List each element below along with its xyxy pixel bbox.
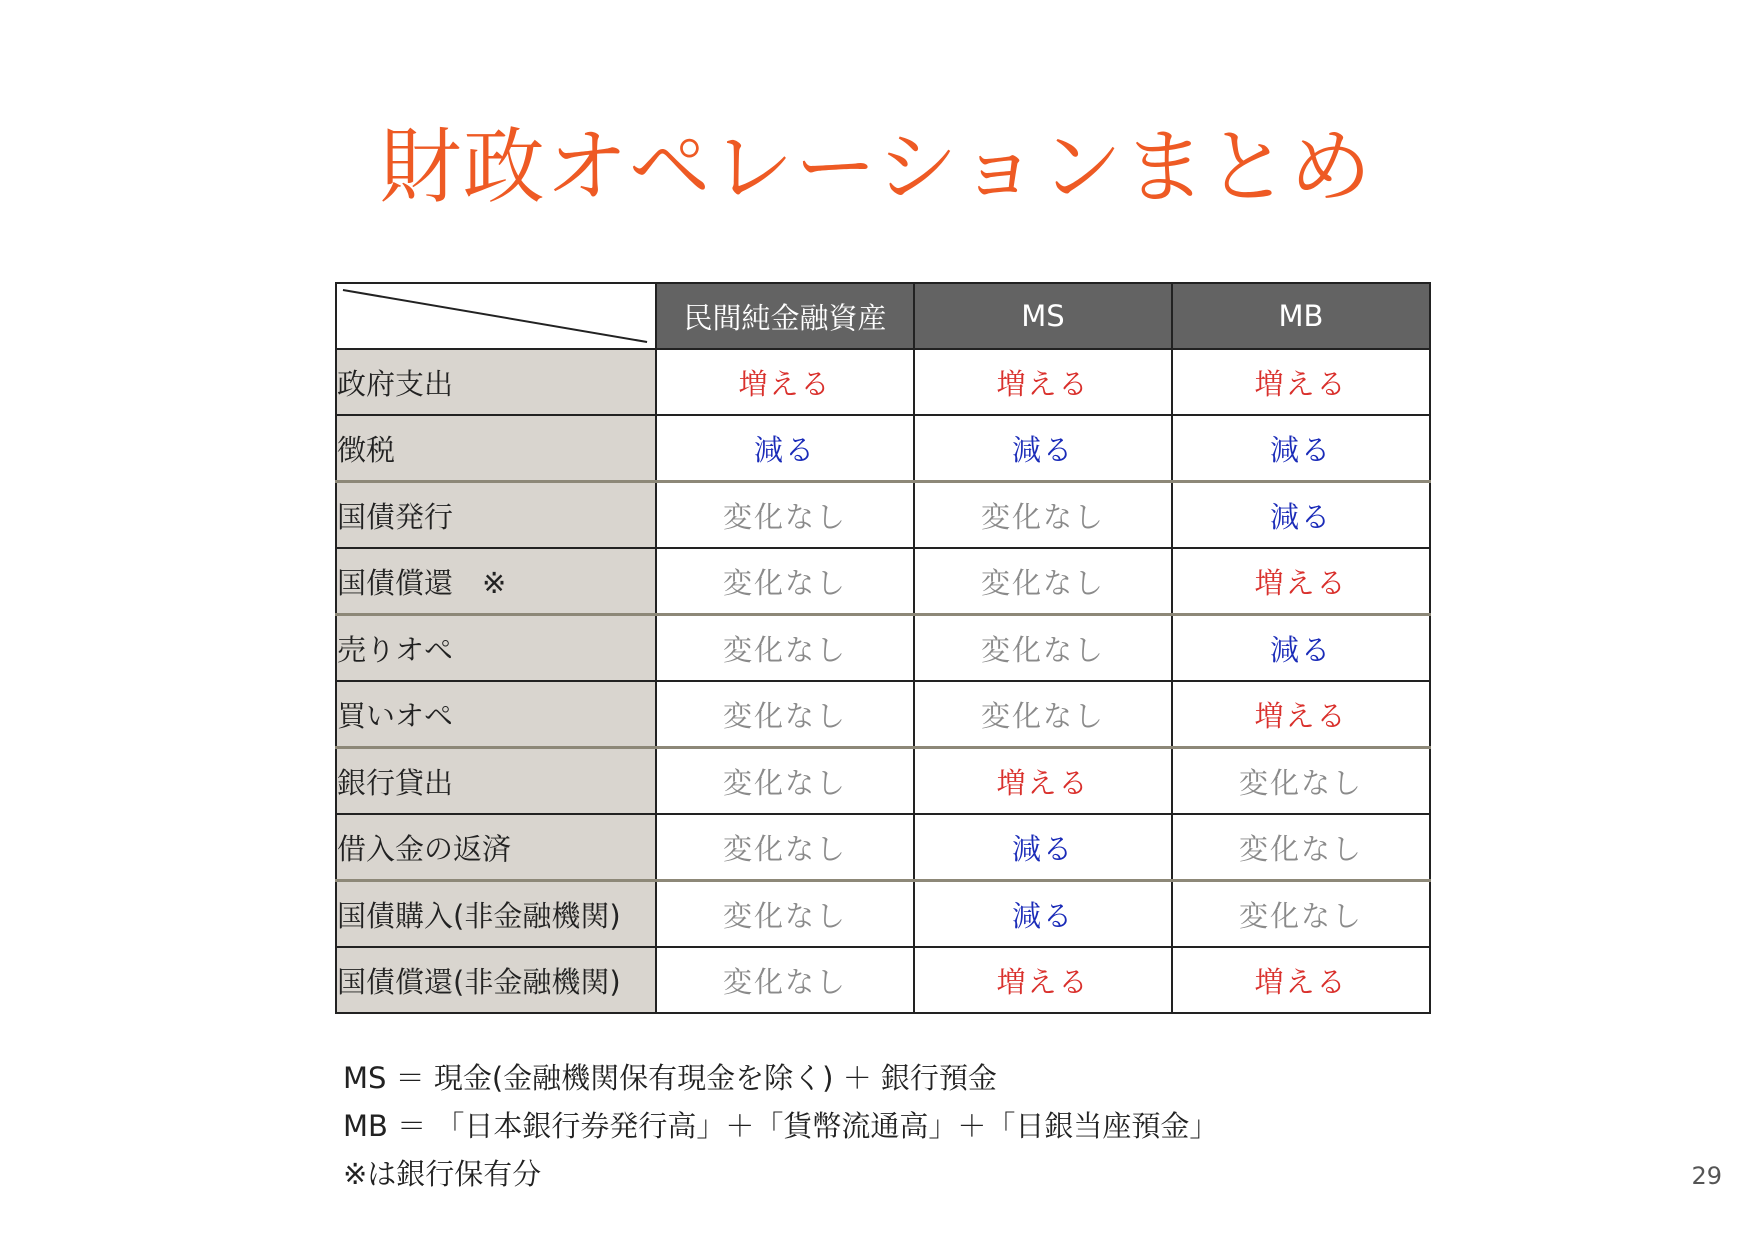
- diagonal-line: [337, 284, 655, 348]
- note-ms-definition: MS ＝ 現金(金融機関保有現金を除く) ＋ 銀行預金: [343, 1061, 997, 1095]
- header-row: [336, 283, 1430, 349]
- table-row: [336, 615, 1430, 682]
- row-label: 国債発行: [336, 482, 656, 549]
- table-cell: 増える: [1172, 349, 1430, 415]
- table-cell: 減る: [656, 415, 914, 482]
- table-cell: 変化なし: [656, 548, 914, 615]
- note-asterisk: ※は銀行保有分: [343, 1157, 542, 1191]
- table-row: [336, 814, 1430, 881]
- table-row: [336, 482, 1430, 549]
- table-cell: 変化なし: [656, 881, 914, 948]
- table-cell: 変化なし: [914, 548, 1172, 615]
- table-row: [336, 748, 1430, 815]
- table-cell: 変化なし: [656, 947, 914, 1013]
- row-label: 徴税: [336, 415, 656, 482]
- operations-table: [335, 282, 1431, 1014]
- row-label: 国債購入(非金融機関): [336, 881, 656, 948]
- table-cell: 増える: [914, 947, 1172, 1013]
- table-cell: 減る: [914, 415, 1172, 482]
- row-label: 国債償還(非金融機関): [336, 947, 656, 1013]
- table-cell: 変化なし: [914, 482, 1172, 549]
- column-header-mb: MB: [1172, 283, 1430, 349]
- table-cell: 減る: [914, 814, 1172, 881]
- table-cell: 減る: [1172, 482, 1430, 549]
- table-cell: 変化なし: [656, 748, 914, 815]
- notes: [343, 1054, 1218, 1198]
- row-label: 国債償還 ※: [336, 548, 656, 615]
- table-cell: 減る: [1172, 415, 1430, 482]
- table-cell: 減る: [914, 881, 1172, 948]
- table-cell: 増える: [1172, 681, 1430, 748]
- table-cell: 変化なし: [656, 615, 914, 682]
- table-cell: 増える: [1172, 947, 1430, 1013]
- table-cell: 変化なし: [1172, 748, 1430, 815]
- row-label: 売りオペ: [336, 615, 656, 682]
- table-cell: 変化なし: [914, 681, 1172, 748]
- table-cell: 変化なし: [656, 482, 914, 549]
- table-row: [336, 681, 1430, 748]
- table-cell: 変化なし: [656, 681, 914, 748]
- column-header-ms: MS: [914, 283, 1172, 349]
- table-cell: 変化なし: [1172, 881, 1430, 948]
- table-cell: 減る: [1172, 615, 1430, 682]
- table-cell: 増える: [914, 748, 1172, 815]
- row-label: 政府支出: [336, 349, 656, 415]
- table-row: [336, 415, 1430, 482]
- column-header-net-financial-assets: 民間純金融資産: [656, 283, 914, 349]
- slide-title: 財政オペレーションまとめ: [379, 120, 1373, 215]
- table-row: [336, 947, 1430, 1013]
- table-cell: 変化なし: [656, 814, 914, 881]
- row-label: 買いオペ: [336, 681, 656, 748]
- row-label: 銀行貸出: [336, 748, 656, 815]
- table-row: [336, 349, 1430, 415]
- note-mb-definition: MB ＝ 「日本銀行券発行高」＋「貨幣流通高」＋「日銀当座預金」: [343, 1109, 1219, 1143]
- table-cell: 変化なし: [1172, 814, 1430, 881]
- table-row: [336, 881, 1430, 948]
- row-label: 借入金の返済: [336, 814, 656, 881]
- page-number: 29: [1691, 1162, 1722, 1190]
- table-row: [336, 548, 1430, 615]
- table-cell: 変化なし: [914, 615, 1172, 682]
- corner-cell: [336, 283, 656, 349]
- table-cell: 増える: [1172, 548, 1430, 615]
- table-cell: 増える: [656, 349, 914, 415]
- table-cell: 増える: [914, 349, 1172, 415]
